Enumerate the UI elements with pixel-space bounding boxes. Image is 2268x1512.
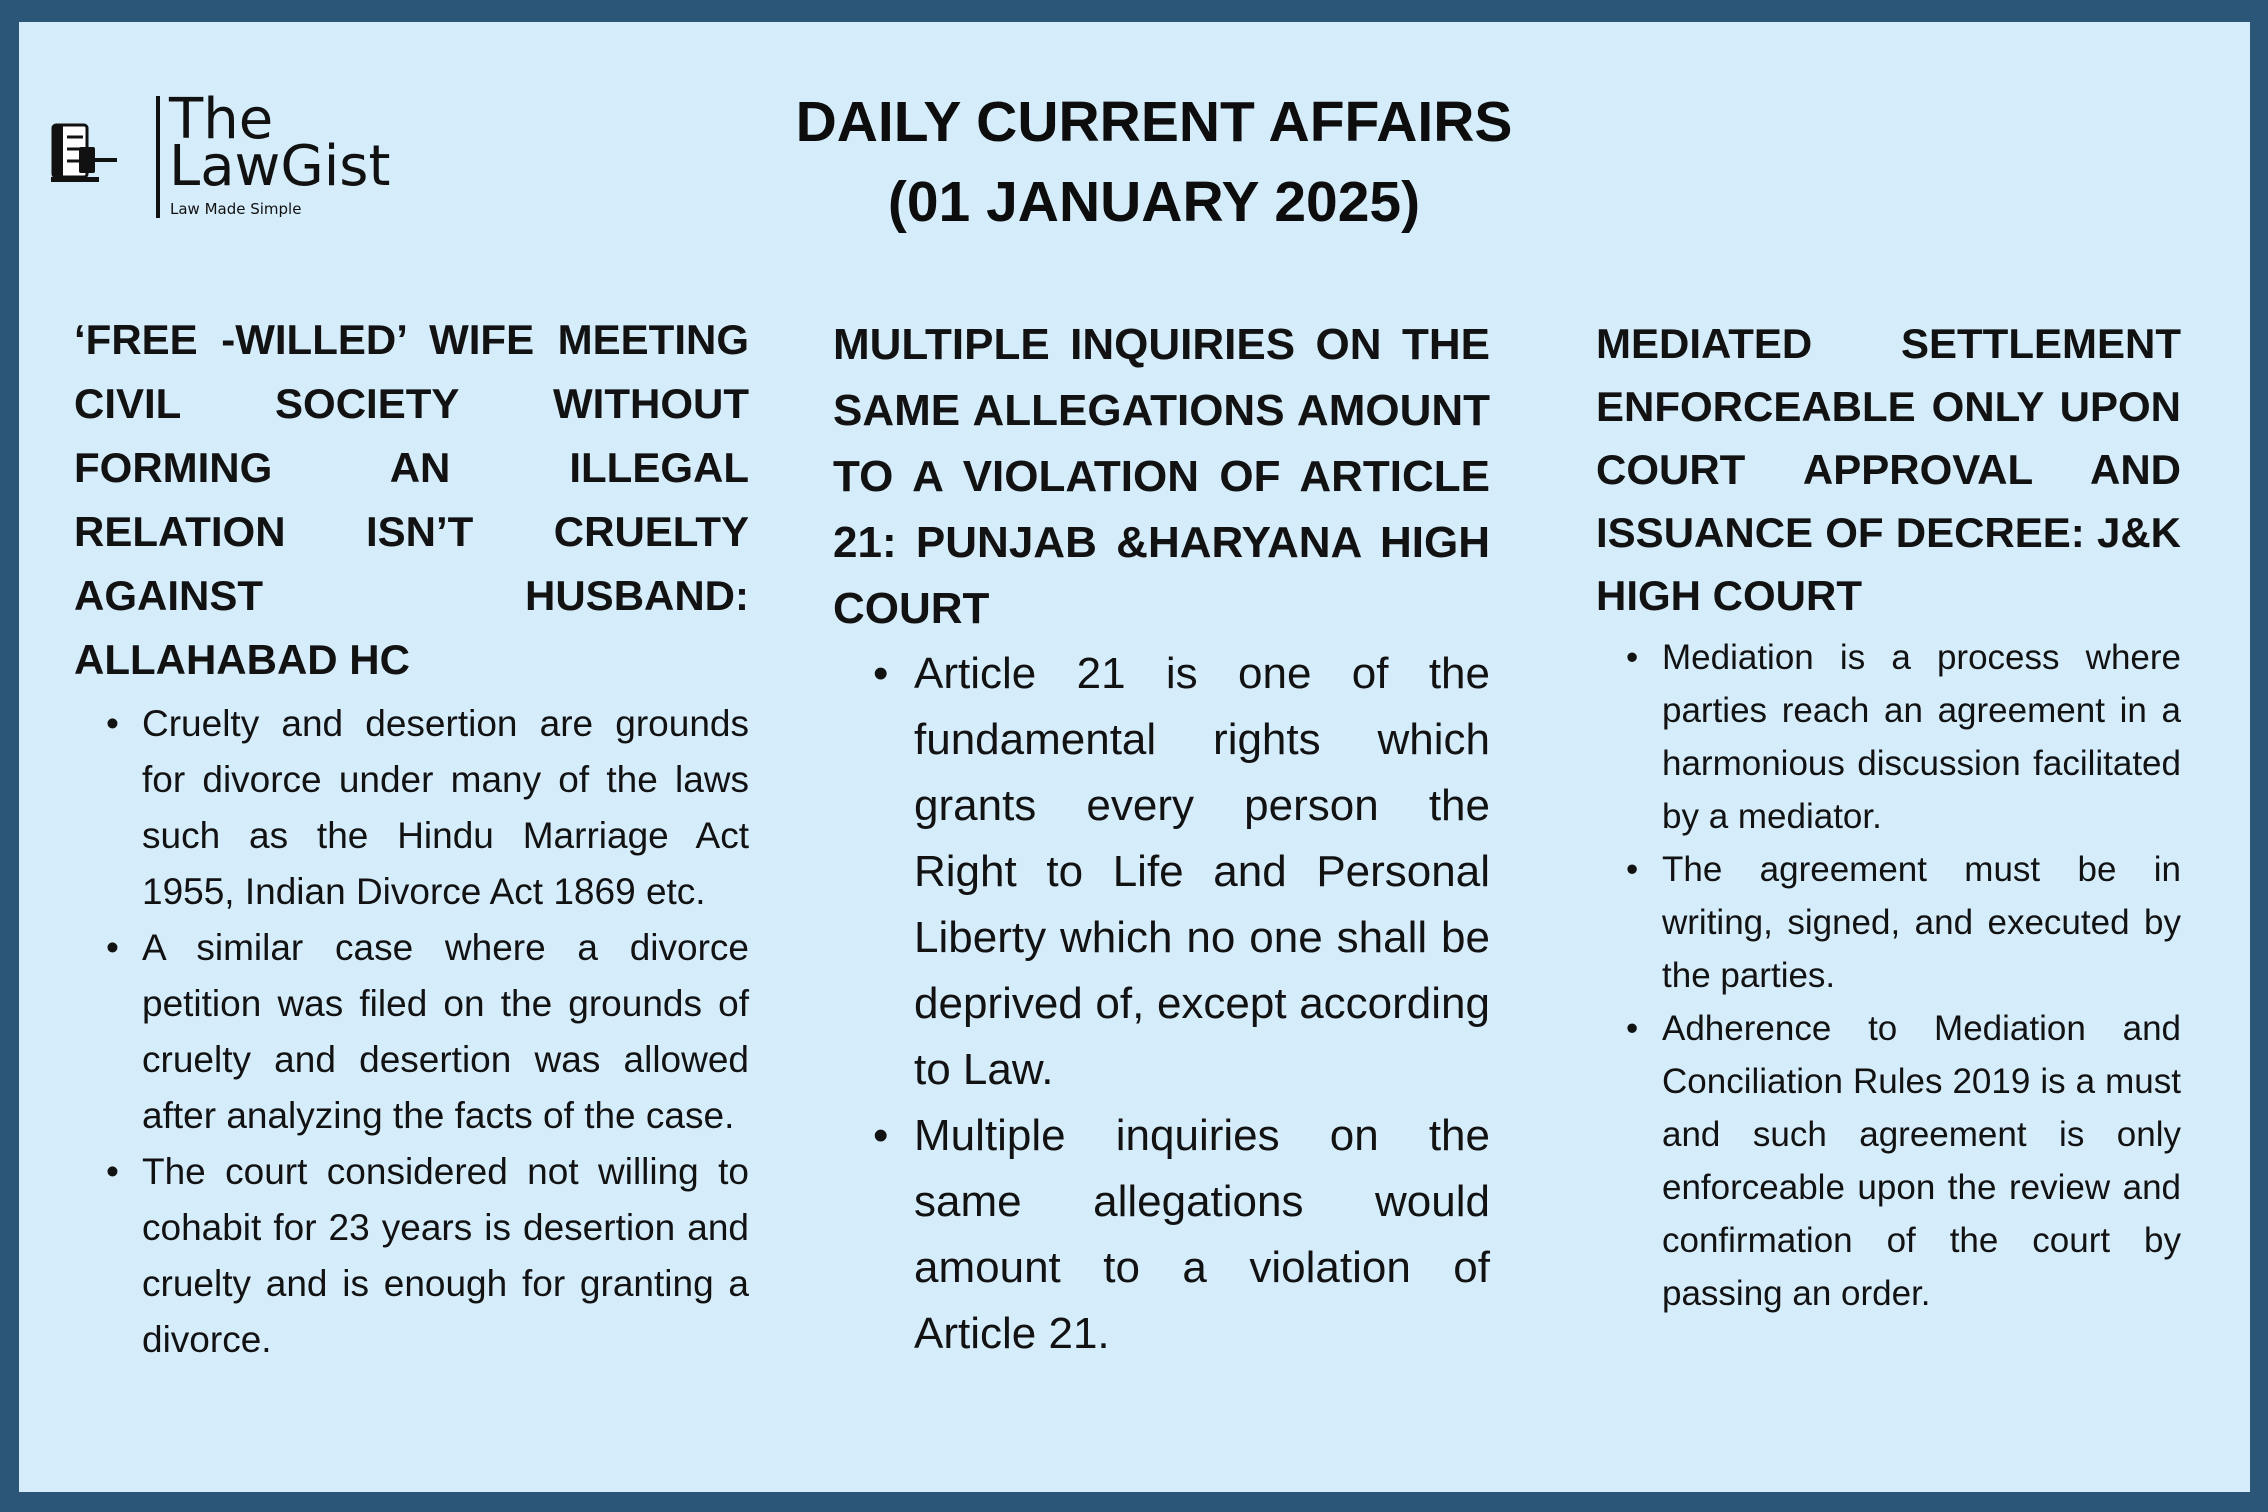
column-3-heading: MEDIATED SETTLEMENT ENFORCEABLE ONLY UPON COURT APPROVAL AND ISSUANCE OF DECREE: J&K HIGH COURT: [1596, 320, 2181, 619]
column-2-bullets: [833, 641, 1490, 1367]
column-3-bullets: [1596, 631, 2181, 1320]
infographic-page: [19, 22, 2250, 1492]
bullet-item: • Adherence to Mediation and Conciliation Rules 2019 is a must and such agreement is only enforceable upon the review and confirmation of the court by passing an order.: [1596, 1002, 2181, 1320]
logo-divider: [156, 96, 160, 218]
bullet-item: • The agreement must be in writing, signed, and executed by the parties.: [1596, 843, 2181, 1002]
gavel-book-icon: [49, 117, 119, 187]
bullet-item: • Multiple inquiries on the same allegations would amount to a violation of Article 21.: [833, 1103, 1490, 1367]
news-column-2: [833, 312, 1490, 1367]
lawgist-logo: [49, 87, 391, 232]
bullet-item: • A similar case where a divorce petition was filed on the grounds of cruelty and desertion was allowed after analyzing the facts of the case.: [74, 920, 749, 1144]
bullet-item: • Cruelty and desertion are grounds for divorce under many of the laws such as the Hindu Marriage Act 1955, Indian Divorce Act 1869 etc.: [74, 696, 749, 920]
bullet-item: • Mediation is a process where parties reach an agreement in a harmonious discussion facilitated by a mediator.: [1596, 631, 2181, 843]
news-column-3: [1596, 312, 2181, 1320]
logo-text-the: The: [169, 87, 274, 152]
logo-tagline: Law Made Simple: [170, 200, 302, 218]
title-line-2: (01 JANUARY 2025): [887, 170, 1421, 234]
title-line-1: DAILY CURRENT AFFAIRS: [795, 90, 1513, 154]
page-title: [659, 82, 1649, 242]
column-1-bullets: [74, 696, 749, 1368]
news-column-1: [74, 308, 749, 1368]
column-2-heading: MULTIPLE INQUIRIES ON THE SAME ALLEGATIONS AMOUNT TO A VIOLATION OF ARTICLE 21: PUNJAB &HARYANA HIGH COURT: [833, 320, 1490, 633]
bullet-item: • Article 21 is one of the fundamental rights which grants every person the Right to Life and Personal Liberty which no one shall be deprived of, except according to Law.: [833, 641, 1490, 1103]
bullet-item: • The court considered not willing to cohabit for 23 years is desertion and cruelty and is enough for granting a divorce.: [74, 1144, 749, 1368]
column-1-heading: ‘FREE -WILLED’ WIFE MEETING CIVIL SOCIETY WITHOUT FORMING AN ILLEGAL RELATION ISN’T CRUELTY AGAINST HUSBAND: ALLAHABAD HC: [74, 316, 749, 683]
logo-text-lawgist: LawGist: [169, 134, 391, 199]
